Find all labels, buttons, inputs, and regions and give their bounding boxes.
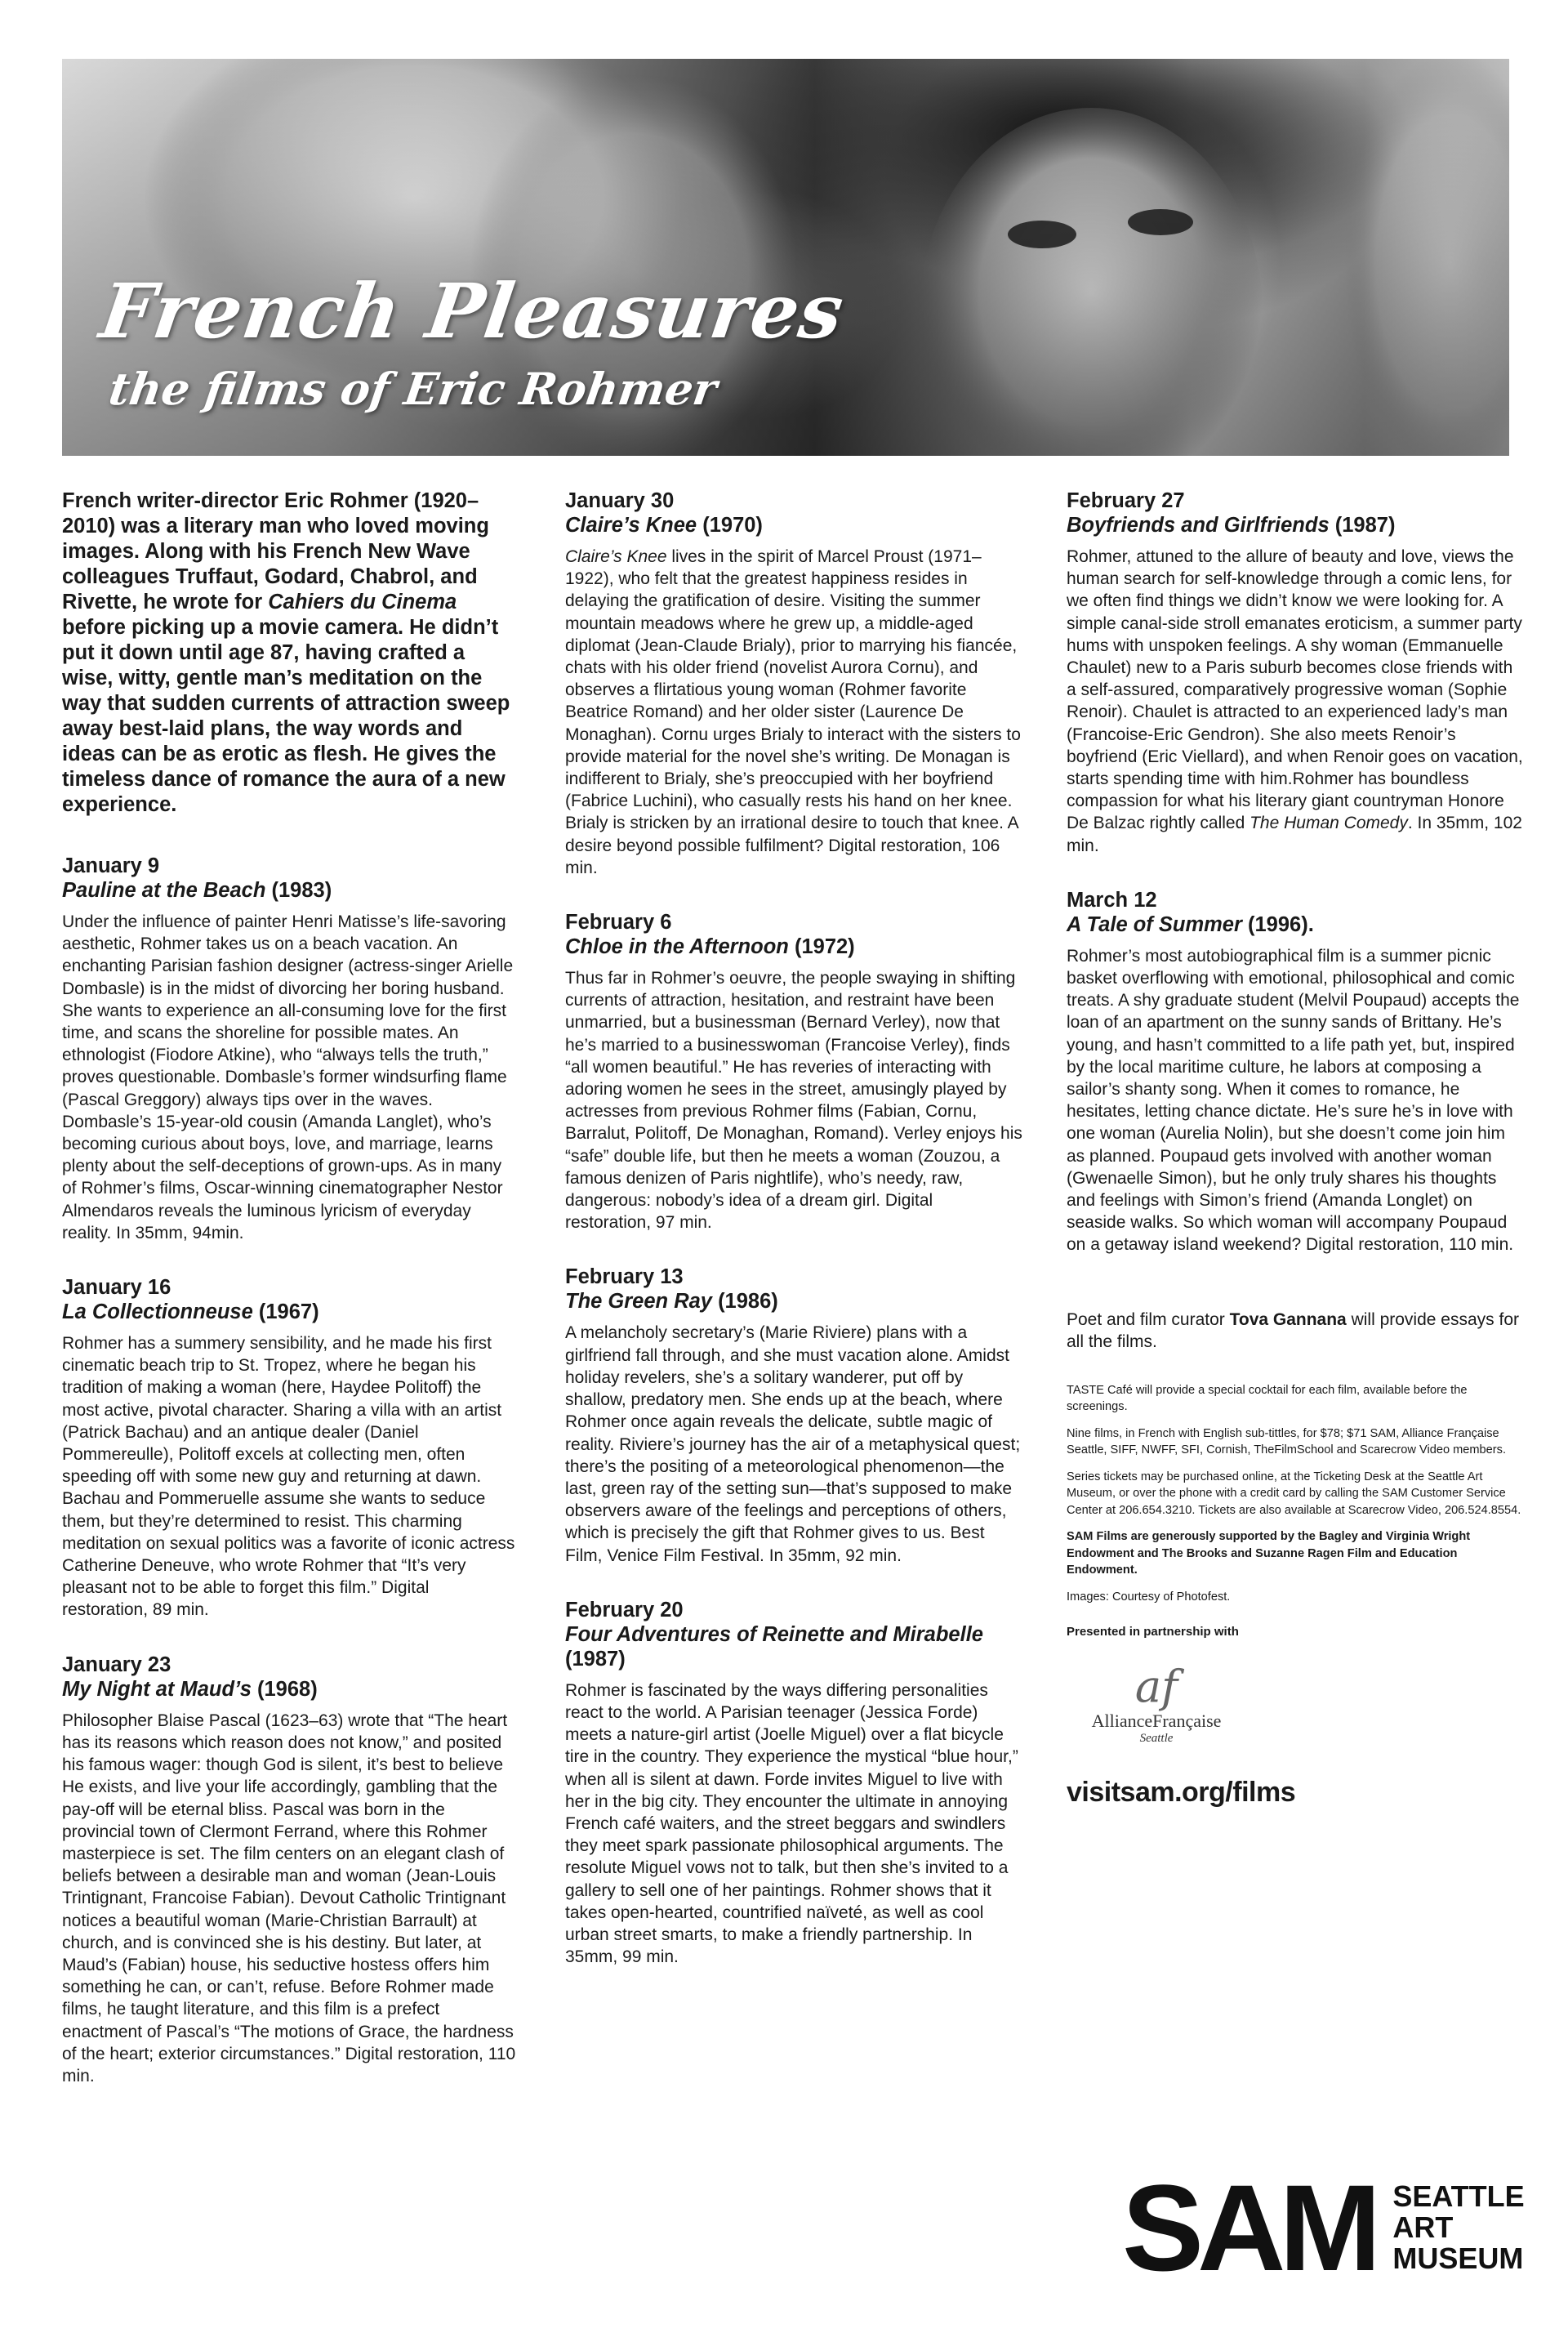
curator-text-pre: Poet and film curator [1067, 1309, 1230, 1329]
sam-word-museum: MUSEUM [1392, 2242, 1524, 2275]
film-title [565, 1289, 1022, 1314]
column-right [1067, 488, 1524, 1809]
film-description-text: lives in the spirit of Marcel Proust (1971–1922), who felt that the greatest happiness resides in delaying the gratification of desire. Visiting the summer mountain meadows where he grew up, a middle-aged diplomat (Jean-Claude Brialy), prior to marrying his fiancée, chats with his older friend (novelist Aurora Cornu), and observes a flirtatious young woman (Rohmer favorite Beatrice Romand) and her older sister (Laurence De Monaghan). Cornu urges Brialy to interact with the sisters to provide material for the novel she’s writing. De Monagan is indifferent to Brialy, she’s preoccupied with her boyfriend (Fabrice Luchini), who casually rests his hand on her knee. Brialy is stricken by an irrational desire to touch that knee. A desire beyond possible fulfilment? Digital restoration, 106 min. [565, 547, 1021, 877]
film-date: January 30 [565, 489, 675, 512]
film-year: (1986) [711, 1290, 778, 1314]
film-date: January 23 [62, 1653, 172, 1676]
intro-magazine: Cahiers du Cinema [268, 591, 457, 613]
film-title-text: A Tale of Summer [1067, 912, 1242, 936]
film-entry [565, 910, 1022, 1233]
film-date: January 9 [62, 854, 160, 877]
film-year: (1987) [565, 1647, 626, 1671]
film-date: February 27 [1067, 489, 1185, 512]
film-description: Rohmer’s most autobiographical film is a summer picnic basket overflowing with emotional, philosophical and comic treats. A shy graduate student (Melvil Poupaud) accepts the loan of an apartment on the sunny sands of Brittany. He’s young, and hasn’t committed to a life path yet, but, inspired by the local maritime culture, he labors at composing a sailor’s shanty song. When it comes to romance, he hesitates, letting chance dictate. He’s sure he’s in love with one woman (Aurelia Nolin), but she doesn’t come join him as planned. Poupaud gets involved with another woman (Gwenaelle Simon), but he only truly shares his thoughts and feelings with Simon’s friend (Amanda Longlet) on seaside walks. So which woman will accompany Poupaud on a getaway island weekend? Digital restoration, 110 min. [1067, 946, 1520, 1255]
sam-mark: SAM [1122, 2159, 1375, 2296]
film-title-text: Pauline at the Beach [62, 879, 266, 902]
curator-name: Tova Gannana [1229, 1309, 1347, 1329]
column-left [62, 488, 519, 2118]
header-banner [62, 59, 1509, 456]
film-entry [62, 1275, 519, 1622]
sam-word-seattle: SEATTLE [1392, 2179, 1525, 2213]
film-title-text: The Green Ray [565, 1290, 712, 1314]
film-description-text: Rohmer, attuned to the allure of beauty and love, views the human search for self-knowledge through a comic lens, for we often find things we didn’t know we were looking for. A simple canal-side stroll emanates eroticism, a summer party hums with unspoken feelings. A shy woman (Emmanuelle Chaulet) new to a Paris suburb becomes close friends with a self-assured, comparatively progressive woman (Sophie Renoir). Chaulet is attracted to an experienced lady’s man (Francoise-Eric Gendron). She also meets Renoir’s boyfriend (Eric Viellard), and when Renoir goes on vacation, starts spending time with him.Rohmer has boundless compassion for what his literary giant countryman Honore De Balzac rightly called [1067, 547, 1523, 833]
film-year: (1996). [1241, 912, 1314, 936]
film-entry [62, 854, 519, 1244]
tickets-note: Series tickets may be purchased online, at the Ticketing Desk at the Seattle Art Museum, or over the phone with a credit card by calling the SAM Customer Service Center at 206.654.3210. Tickets are also available at Scarecrow Video, 206.524.8554. [1067, 1470, 1521, 1517]
film-title [1067, 513, 1524, 538]
film-year: (1987) [1329, 514, 1396, 537]
film-title-text: Four Adventures of Reinette and Mirabelle [565, 1622, 983, 1646]
film-entry [1067, 888, 1524, 1256]
curator-note [1067, 1309, 1524, 1353]
film-entry [565, 1598, 1022, 1969]
film-date: February 13 [565, 1265, 684, 1289]
film-title [62, 878, 519, 903]
curator-text-post: will provide essays for all the films. [1067, 1309, 1519, 1351]
film-title [62, 1677, 519, 1702]
film-date: February 20 [565, 1598, 684, 1622]
intro-text-1: French writer-director Eric Rohmer (1920–2010) was a literary man who loved moving images. Along with his French New Wave colleagues Truffaut, Godard, Chabrol, and Rivette, he wrote for [62, 489, 489, 613]
film-title-text: Boyfriends and Girlfriends [1067, 514, 1330, 537]
film-description: Thus far in Rohmer’s oeuvre, the people swaying in shifting currents of attraction, hesitation, and restraint have been unmarried, but a businessman (Bernard Verley), now that he’s married to a businesswoman (Francoise Verley), finds “all women beautiful.” He has reveries of interacting with adoring women he sees in the street, amusingly played by actresses from previous Rohmer films (Fabian, Cornu, Barralut, Politoff, De Monaghan, Romand). Verley enjoys his “safe” double life, but then he meets a woman (Zouzou, a famous denizen of Paris nightlife), who’s needy, raw, dangerous: nobody’s idea of a dream girl. Digital restoration, 97 min. [565, 969, 1022, 1233]
banner-title: French Pleasures [95, 267, 849, 355]
series-pricing-note: Nine films, in French with English sub-tittles, for $78; $71 SAM, Alliance Française Seattle, SIFF, NWFF, SFI, Cornish, TheFilmSchool and Scarecrow Video members. [1067, 1426, 1506, 1457]
film-title [565, 513, 1022, 538]
film-description: A melancholy secretary’s (Marie Riviere) plans with a girlfriend fall through, and she must vacation alone. Amidst holiday revelers, she’s a solitary wanderer, put off by shallow, predatory men. She ends up at the beach, where Rohmer once again reveals the delicate, subtle magic of reality. Riviere’s journey has the air of a metaphysical quest; there’s the positing of a meteorological phenomenon—the last, green ray of the setting sun—that’s supposed to make observers aware of the feelings and perceptions of others, which is precisely the gift that Rohmer gives to us. Best Film, Venice Film Festival. In 35mm, 92 min. [565, 1323, 1021, 1565]
film-year: (1968) [251, 1677, 318, 1701]
film-entry [565, 488, 1022, 879]
taste-cafe-note: TASTE Café will provide a special cocktail for each film, available before the screenings. [1067, 1383, 1468, 1414]
film-description [1067, 546, 1524, 857]
film-title [565, 1622, 1022, 1671]
column-middle [565, 488, 1022, 1999]
film-description-em: The Human Comedy [1250, 814, 1408, 833]
film-title-text: Claire’s Knee [565, 514, 697, 537]
film-title [565, 935, 1022, 959]
alliance-francaise-city: Seattle [1139, 1732, 1174, 1746]
film-title-text: La Collectionneuse [62, 1300, 253, 1324]
film-title [62, 1300, 519, 1324]
film-description-tail: . In 35mm, 102 min. [1067, 814, 1522, 855]
film-title-text: Chloe in the Afternoon [565, 935, 789, 959]
film-entry [565, 1265, 1022, 1566]
film-description: Philosopher Blaise Pascal (1623–63) wrote that “The heart has its reasons which reason does not know,” and posited his famous wager: though God is silent, it’s best to believe He exists, and live your life accordingly, gambling that the pay-off will be eternal bliss. Pascal was born in the provincial town of Clermont Ferrand, where this Rohmer masterpiece is set. The film centers on an elegant clash of beliefs between a desirable man and woman (Jean-Louis Trintignant, Francoise Fabian). Devout Catholic Trintignant notices a beautiful woman (Marie-Christian Barrault) at church, and is convinced she is his destiny. But later, at Maud’s (Fabian) house, his seductive hostess offers him something he can, or can’t, refuse. Before Rohmer made films, he taught literature, and this film is a prefect enactment of Pascal’s “The motions of Grace, the hardness of the heart; exterior circumstances.” Digital restoration, 110 min. [62, 1711, 516, 2085]
film-date: February 6 [565, 911, 672, 935]
film-title [1067, 912, 1524, 937]
banner-subtitle: the films of Eric Rohmer [105, 363, 720, 415]
alliance-francaise-logo [1075, 1663, 1238, 1746]
intro-text-2: before picking up a movie camera. He didn’t put it down until age 87, having crafted a wise, witty, gentle man’s meditation on the way that sudden currents of attraction sweep away best-laid plans, the way words and ideas can be as erotic as flesh. He gives the timeless dance of romance the aura of a new experience. [62, 616, 510, 816]
film-year: (1970) [697, 514, 763, 537]
film-description: Rohmer has a summery sensibility, and he made his first cinematic beach trip to St. Tropez, where he began his tradition of making a woman (here, Haydee Politoff) the most active, pivotal character. Sharing a villa with an artist (Patrick Bachau) and an antique dealer (Daniel Pommereulle), Politoff excels at collecting men, often speeding off with some new guy and returning at dawn. Bachau and Pommeruelle assume she wants to seduce them, but they’re determined to resist. This charming meditation on sexual politics was a favorite of iconic actress Catherine Deneuve, who wrote Rohmer that “It’s very pleasant not to be able to forget this film.” Digital restoration, 89 min. [62, 1334, 515, 1620]
intro-paragraph [62, 488, 519, 818]
film-description: Rohmer is fascinated by the ways differing personalities react to the world. A Parisian teenager (Jessica Forde) meets a nature-girl artist (Joelle Miguel) over a flat bicycle tire in the country. They experience the mystical “blue hour,” when all is silent at dawn. Forde invites Miguel to live with her in the big city. They encounter the ultimate in annoying French café waiters, and the street beggars and swindlers they meet spark passionate philosophical arguments. The resolute Miguel vows not to talk, but then she’s invited to a gallery to sell one of her paintings. Rohmer shows that it takes open-hearted, countrified naïveté, as well as cool urban street smarts, to make a friendly partnership. In 35mm, 99 min. [565, 1680, 1018, 1967]
sponsor-note: SAM Films are generously supported by the Bagley and Virginia Wright Endowment and The Brooks and Suzanne Ragen Film and Education Endowment. [1067, 1530, 1471, 1577]
sam-word-art: ART [1392, 2210, 1454, 2244]
seattle-art-museum-logo [1122, 2159, 1525, 2296]
partner-label: Presented in partnership with [1067, 1625, 1239, 1639]
film-year: (1972) [788, 935, 855, 959]
film-entry [1067, 488, 1524, 857]
film-entry [62, 1653, 519, 2087]
film-description [565, 546, 1022, 879]
film-title-text: My Night at Maud’s [62, 1677, 252, 1701]
film-year: (1967) [252, 1300, 319, 1324]
film-description-lead: Claire’s Knee [565, 547, 667, 566]
alliance-francaise-mark: af [1134, 1661, 1178, 1713]
alliance-francaise-name: AllianceFrançaise [1091, 1711, 1222, 1732]
sam-wordmark [1392, 2181, 1524, 2274]
film-year: (1983) [265, 879, 332, 902]
film-date: January 16 [62, 1276, 172, 1300]
website-link[interactable]: visitsam.org/films [1067, 1777, 1296, 1809]
film-date: March 12 [1067, 888, 1157, 912]
film-description: Under the influence of painter Henri Matisse’s life-savoring aesthetic, Rohmer takes us on a beach vacation. An enchanting Parisian fashion designer (actress-singer Arielle Dombasle) is in the midst of divorcing her boring husband. She wants to experience an all-consuming love for the first time, and scans the shoreline for possible mates. An ethnologist (Fiodore Atkine), who “always tells the truth,” proves questionable. Dombasle’s former windsurfing flame (Pascal Greggory) always tips over in the waves. Dombasle’s 15-year-old cousin (Amanda Langlet), who’s becoming curious about boys, love, and marriage, learns plenty about the self-deceptions of grown-ups. As in many of Rohmer’s films, Oscar-winning cinematographer Nestor Almendaros reveals the luminous lyricism of everyday reality. In 35mm, 94min. [62, 912, 514, 1242]
image-credit: Images: Courtesy of Photofest. [1067, 1590, 1231, 1604]
